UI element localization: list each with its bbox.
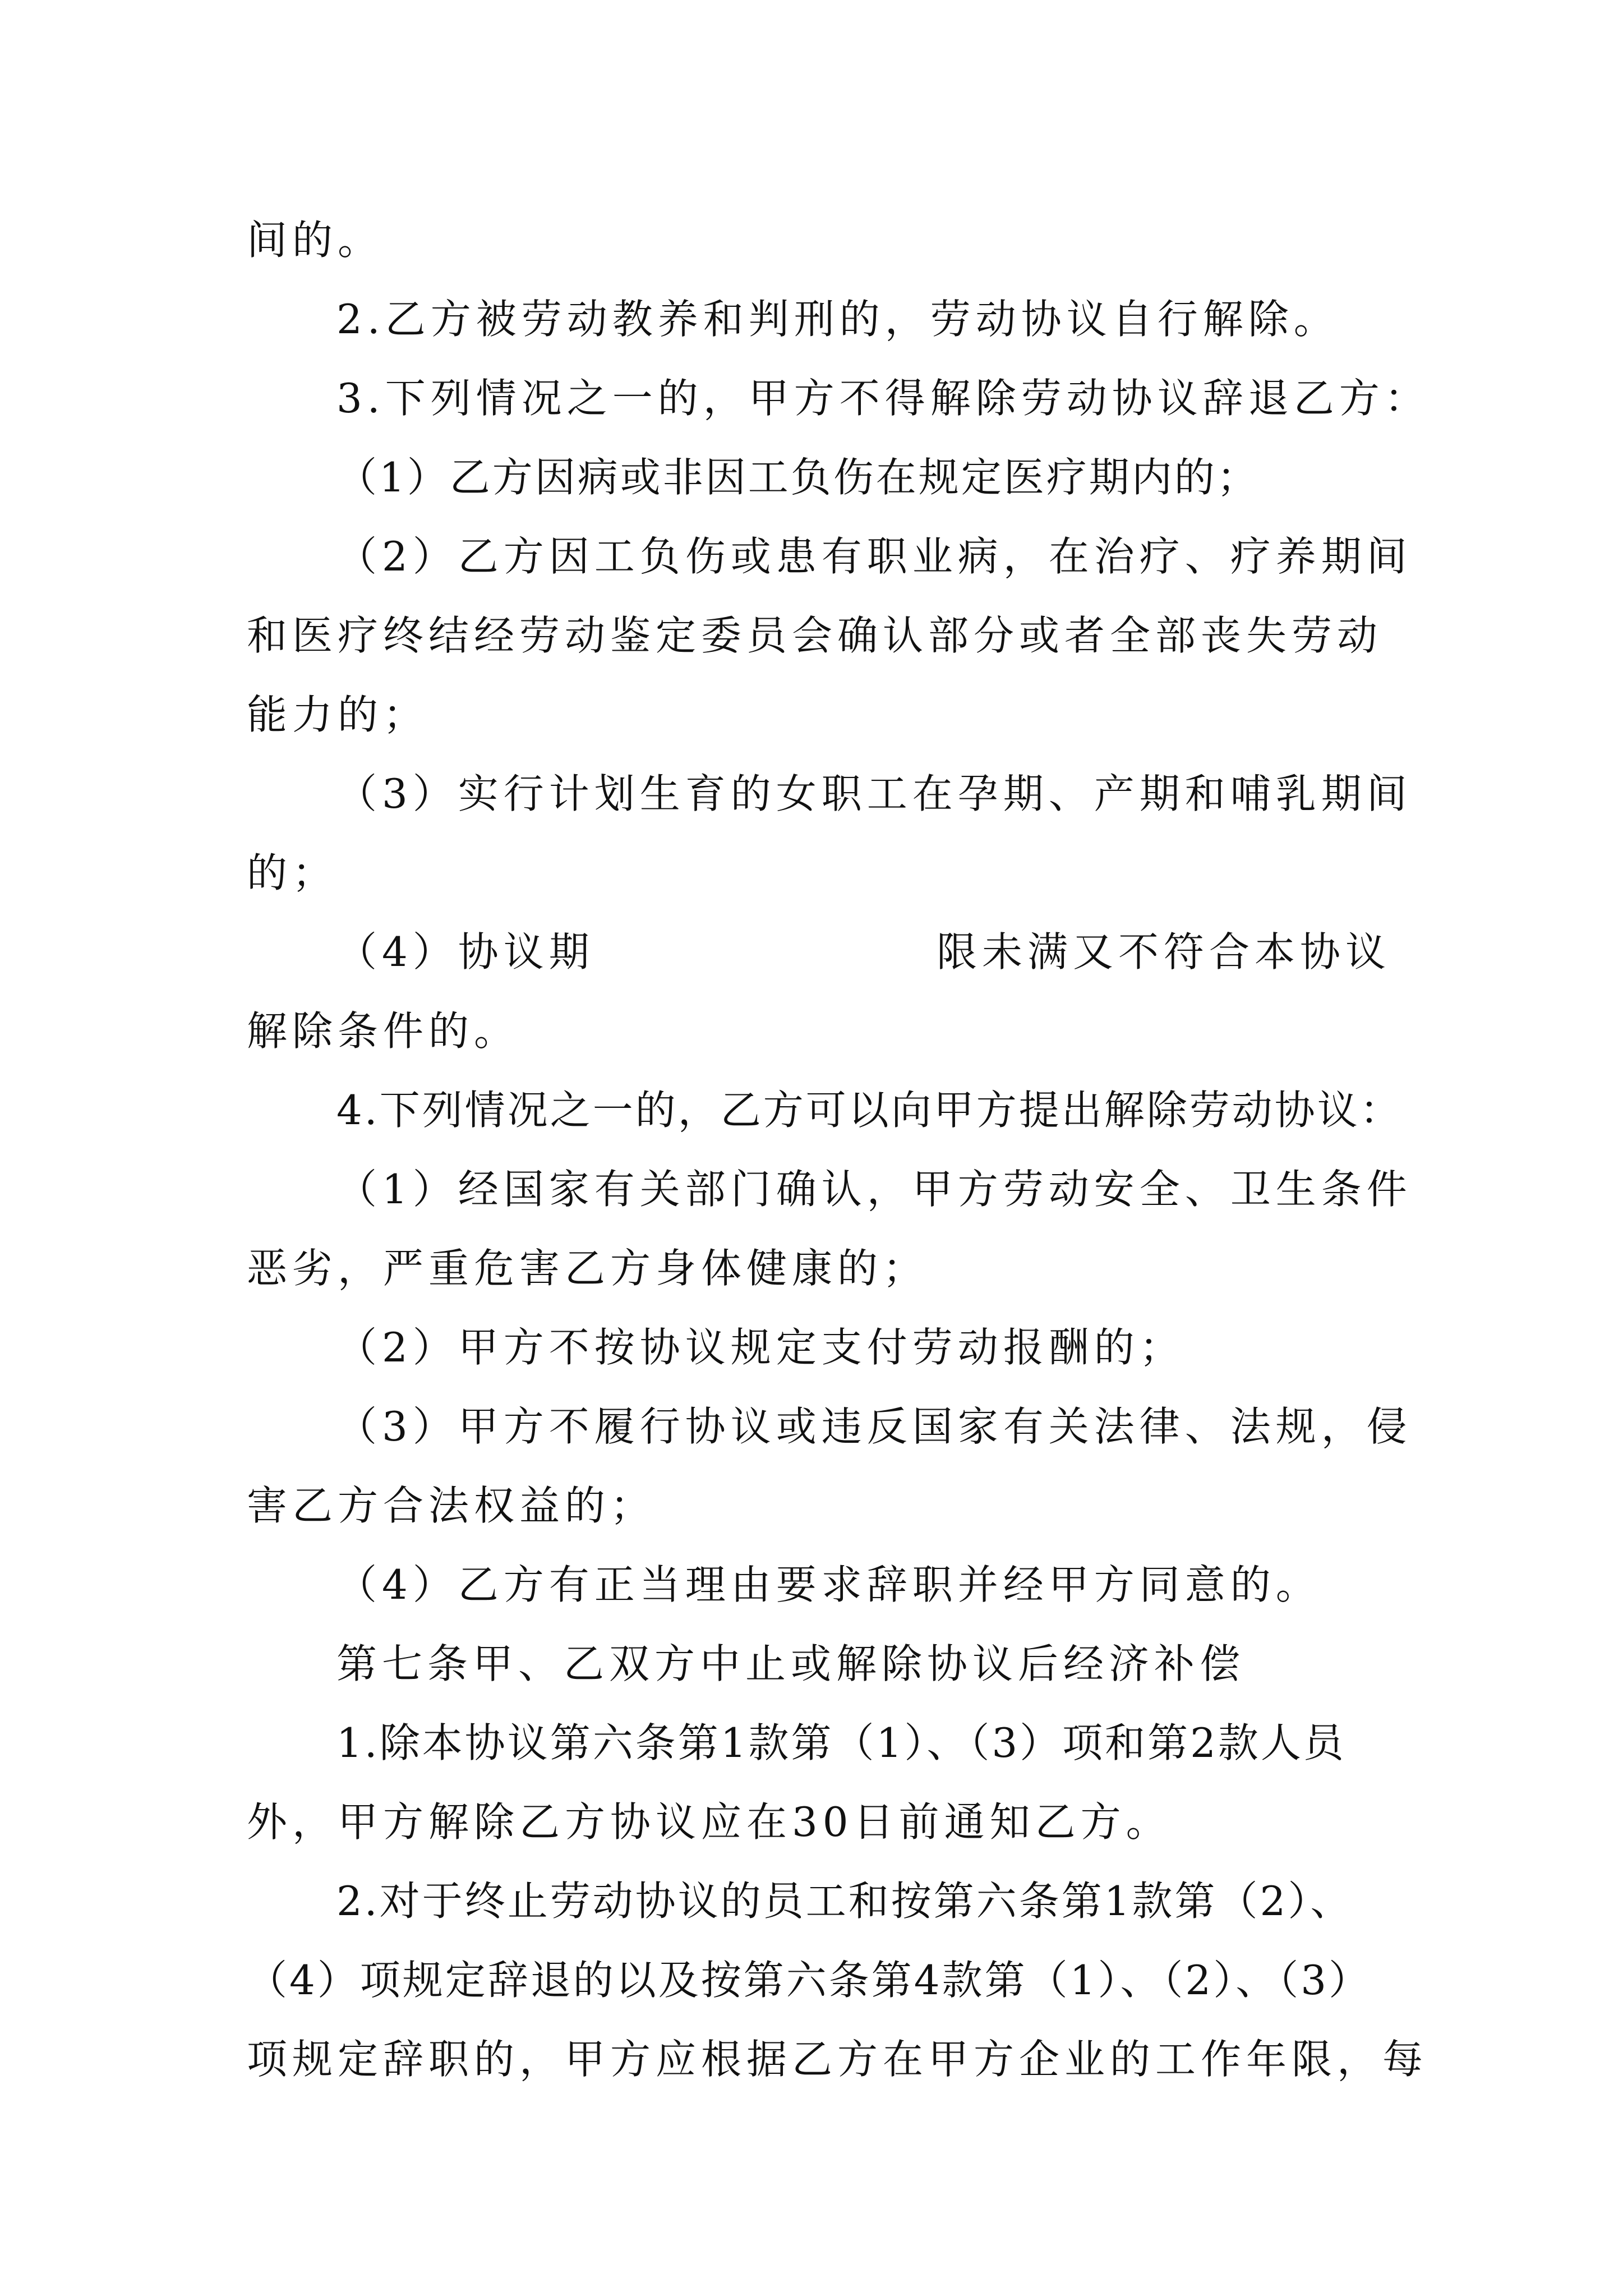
text-line: 1.除本协议第六条第1款第（1）、（3）项和第2款人员 [336,1719,1346,1766]
text-line: （1）乙方因病或非因工负伤在规定医疗期内的； [336,454,1260,501]
text-line: （3）实行计划生育的女职工在孕期、产期和哺乳期间 [336,770,1412,817]
text-line: （4）项规定辞退的以及按第六条第4款第（1）、（2）、（3） [247,1957,1372,2004]
text-line: 3.下列情况之一的，甲方不得解除劳动协议辞退乙方： [336,375,1430,422]
text-line: 间的。 [247,217,384,264]
text-line: 2.对于终止劳动协议的员工和按第六条第1款第（2）、 [336,1878,1353,1925]
text-line: （4）协议期 [336,928,594,976]
text-line: （3）甲方不履行协议或违反国家有关法律、法规，侵 [336,1403,1412,1450]
text-line: （2）乙方因工负伤或患有职业病，在治疗、疗养期间 [336,533,1412,580]
text-line: 外，甲方解除乙方协议应在30日前通知乙方。 [247,1798,1172,1846]
text-line: （1）经国家有关部门确认，甲方劳动安全、卫生条件 [336,1166,1412,1213]
text-line: 第七条甲、乙双方中止或解除协议后经济补偿 [336,1640,1246,1687]
text-line: （2）甲方不按协议规定支付劳动报酬的； [336,1324,1185,1371]
text-line: 能力的； [247,691,429,738]
text-line: 解除条件的。 [247,1007,520,1055]
text-line: 恶劣，严重危害乙方身体健康的； [247,1245,929,1292]
text-line: 限未满又不符合本协议 [937,928,1391,976]
text-line: 2.乙方被劳动教养和判刑的，劳动协议自行解除。 [336,296,1339,343]
text-line: 和医疗终结经劳动鉴定委员会确认部分或者全部丧失劳动 [247,612,1383,659]
text-line: 的； [247,849,338,896]
text-line: （4）乙方有正当理由要求辞职并经甲方同意的。 [336,1561,1321,1608]
text-line: 4.下列情况之一的，乙方可以向甲方提出解除劳动协议： [336,1087,1403,1134]
text-line: 害乙方合法权益的； [247,1482,656,1529]
text-line: 项规定辞职的，甲方应根据乙方在甲方企业的工作年限，每 [247,2036,1428,2083]
